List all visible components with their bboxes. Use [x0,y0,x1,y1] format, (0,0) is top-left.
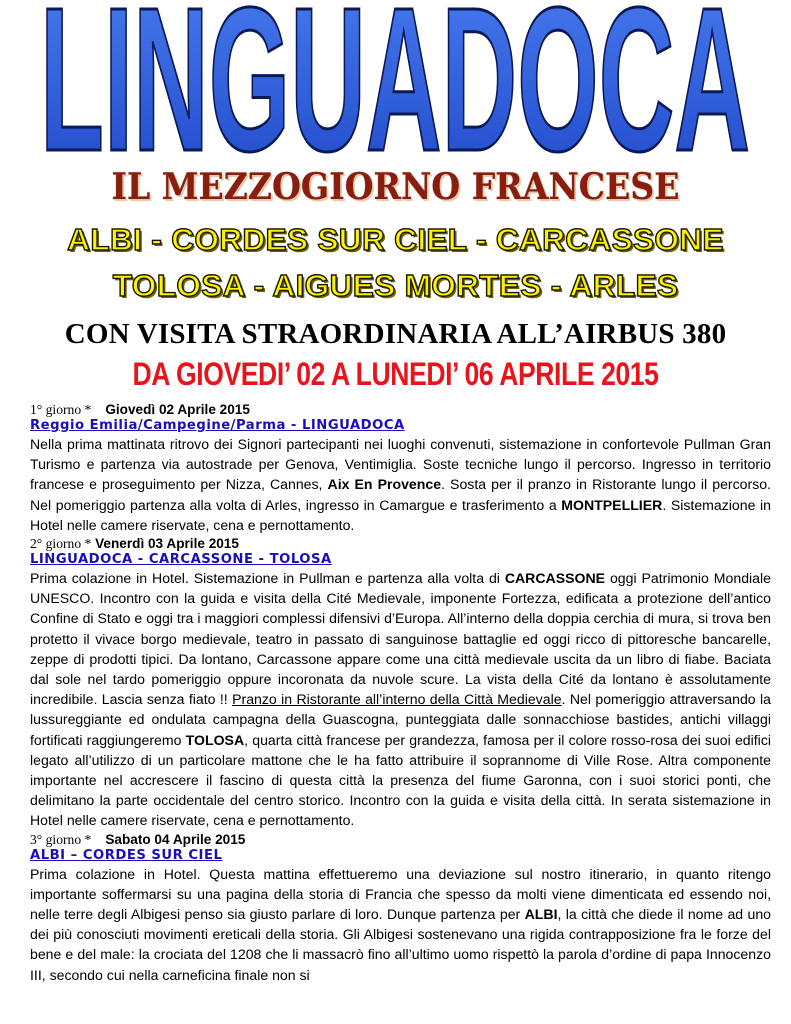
day-route: LINGUADOCA - CARCASSONE - TOLOSA [30,552,332,568]
subtitle: IL MEZZOGIORNO FRANCESE [111,166,680,208]
route-line-2: TOLOSA - AIGUES MORTES - ARLES [112,268,679,303]
day-3 [30,832,771,985]
day-description: Prima colazione in Hotel. Questa mattina effettueremo una deviazione sul nostro itinerario, in quanto ritengo importante soffermarsi su una pagina della storia di Francia che spesso da molti viene dimenticata ed essendo noi, nelle terre degli Albigesi penso sia giusto parlare di loro. Dunque partenza per ALBI, la città che diede il nome ad uno dei più conosciuti movimenti ereticali della storia. Gli Albigesi sostenevano una rigida contrapposizione fra le forze del bene e del male: la crociata del 1208 che li massacrò fino all’ultimo uomo rispettò la parola d’ordine di papa Innocenzo III, secondo cui nella carneficina finale non si [30,865,771,983]
day-description: Nella prima mattinata ritrovo dei Signori partecipanti nei luoghi convenuti, sistemazione in confortevole Pullman Gran Turismo e partenza via autostrade per Genova, Ventimiglia. Soste tecniche lungo il percorso. Ingresso in territorio francese e proseguimento per Nizza, Cannes, Aix En Provence. Sosta per il pranzo in Ristorante lungo il percorso. Nel pomeriggio partenza alla volta di Arles, ingresso in Camargue e trasferimento a MONTPELLIER. Sistemazione in Hotel nelle camere riservate, cena e pernottamento. [30,436,771,533]
visit-line: CON VISITA STRAORDINARIA ALL’AIRBUS 380 [64,318,727,350]
day-number: 3° giorno * [30,831,92,847]
day-2 [30,536,771,831]
itinerary [30,402,771,986]
day-1 [30,402,771,535]
day-header [30,536,771,551]
day-date: Giovedì 02 Aprile 2015 [105,402,250,417]
dates-line: DA GIOVEDI’ 02 A LUNEDI’ 06 APRILE 2015 [132,356,659,392]
day-route: Reggio Emilia/Campegine/Parma - LINGUADOCA [30,418,405,433]
day-number: 1° giorno * [30,402,92,417]
day-date: Venerdì 03 Aprile 2015 [95,536,239,552]
day-route: ALBI – CORDES SUR CIEL [30,847,223,863]
route-line-1: ALBI - CORDES SUR CIEL - CARCASSONE [67,222,724,257]
main-title-graphic [0,0,791,166]
day-number: 2° giorno * [30,536,92,552]
main-title [0,0,791,166]
day-date: Sabato 04 Aprile 2015 [105,831,246,847]
day-description: Prima colazione in Hotel. Sistemazione in Pullman e partenza alla volta di CARCASSONE oggi Patrimonio Mondiale UNESCO. Incontro con la guida e visita della Cité Medievale, imponente Fortezza, edificata a protezione dell’antico Confine di Stato e oggi tra i maggiori complessi difensivi d’Europa. All’interno della doppia cerchia di mura, si trova ben protetto il vivace borgo medievale, teatro in passato di sanguinose battaglie ed oggi ricco di pittoresche bancarelle, zeppe di prodotti tipici. Da lontano, Carcassone appare come una città medievale uscita da un libro di fiabe. Baciata dal sole nel tardo pomeriggio oppure incoronata da nuvole scure. La vista della Cité da lontano è assolutamente incredibile. Lascia senza fiato !! Pranzo in Ristorante all’interno della Città Medievale. Nel pomeriggio attraversando la lussureggiante ed ondulata campagna della Guascogna, punteggiata dalle sonnacchiose bastides, antichi villaggi fortificati raggiungeremo TOLOSA, quarta città francese per grandezza, famosa per il colore rosso-rosa dei suoi edifici legato all’utilizzo di un particolare mattone che le ha fatto attribuire il soprannome di Ville Rose. Altra componente importante nel accrescere il fascino di questa città la presenza del fiume Garonna, con i suoi storici ponti, che delimitano la parte occidentale del centro storico. Incontro con la guida e visita della città. In serata sistemazione in Hotel nelle camere riservate, cena e pernottamento. [30,570,771,829]
day-header [30,402,771,417]
day-header [30,832,771,847]
main-title-text: LINGUADOCA [40,0,751,166]
